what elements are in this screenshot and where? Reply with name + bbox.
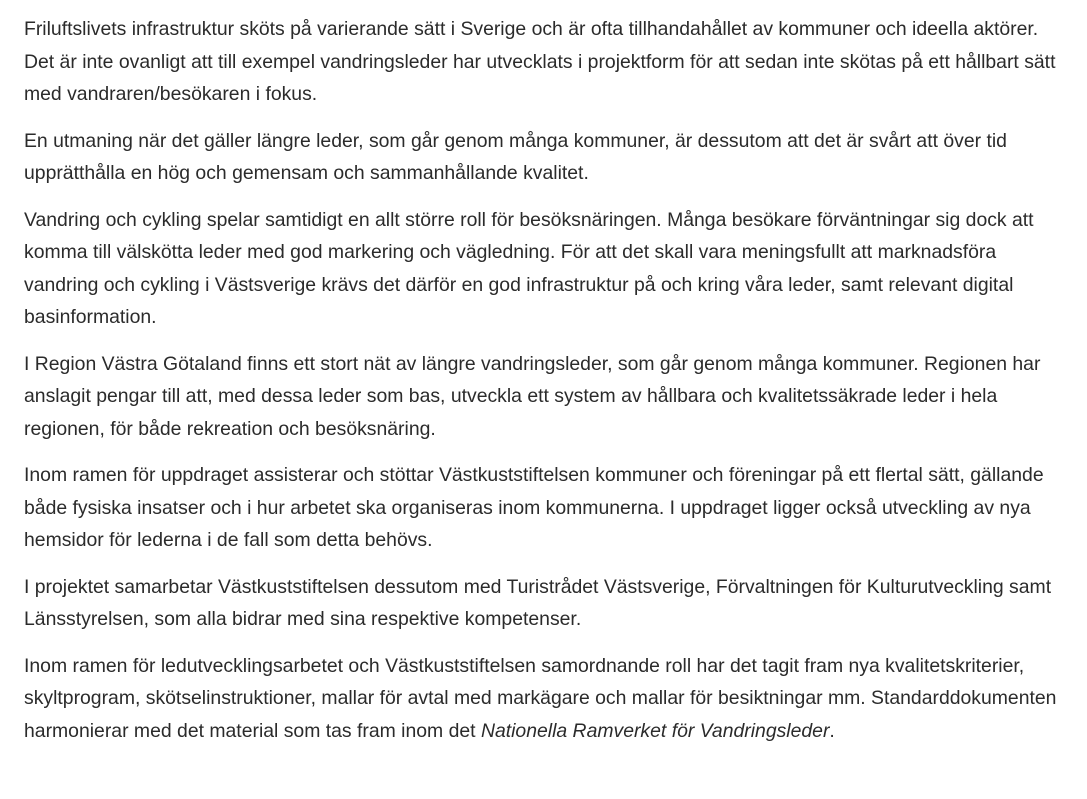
paragraph-5: Inom ramen för uppdraget assisterar och stöttar Västkuststiftelsen kommuner och föreningar på ett flertal sätt, gällande både fysiska insatser och i hur arbetet ska organiseras inom kommunerna. I uppdraget ligger också utveckling av nya hemsidor för lederna i de fall som detta behövs. [24, 464, 1044, 551]
paragraph-7-text: Inom ramen för ledutvecklingsarbetet och Västkuststiftelsen samordnande roll har det tagit fram nya kvalitetskriterier, skyltprogram, skötselinstruktioner, mallar för avtal med markägare och mallar för besiktningar mm. Standarddokumenten harmonierar med det material som tas fram inom det [24, 654, 1057, 742]
paragraph-7-period: . [829, 719, 835, 742]
paragraph-3: Vandring och cykling spelar samtidigt en allt större roll för besöksnäringen. Många besökare förväntningar sig dock att komma till välskötta leder med god markering och vägledning. För att det skall vara meningsfullt att marknadsföra vandring och cykling i Västsverige krävs det därför en god infrastruktur på och kring våra leder, samt relevant digital basinformation. [24, 208, 1034, 328]
paragraph-2: En utmaning när det gäller längre leder, som går genom många kommuner, är dessutom att det är svårt att över tid upprätthålla en hög och gemensam och sammanhållande kvalitet. [24, 129, 1007, 184]
paragraph-4: I Region Västra Götaland finns ett stort nät av längre vandringsleder, som går genom många kommuner. Regionen har anslagit pengar till att, med dessa leder som bas, utveckla ett system av hållbara och kvalitetssäkrade leder i hela regionen, för både rekreation och besöksnäring. [24, 352, 1041, 440]
framework-title-emphasis: Nationella Ramverket för Vandringsleder [480, 719, 830, 742]
paragraph-7 [24, 650, 1057, 748]
paragraph-6: I projektet samarbetar Västkuststiftelsen dessutom med Turistrådet Västsverige, Förvaltningen för Kulturutveckling samt Länsstyrelsen, som alla bidrar med sina respektive kompetenser. [24, 575, 1052, 630]
paragraph-1: Friluftslivets infrastruktur sköts på varierande sätt i Sverige och är ofta tillhandahållet av kommuner och ideella aktörer. Det är inte ovanligt att till exempel vandringsleder har utvecklats i projektform för att sedan inte skötas på ett hållbart sätt med vandraren/besökaren i fokus. [24, 18, 1056, 105]
